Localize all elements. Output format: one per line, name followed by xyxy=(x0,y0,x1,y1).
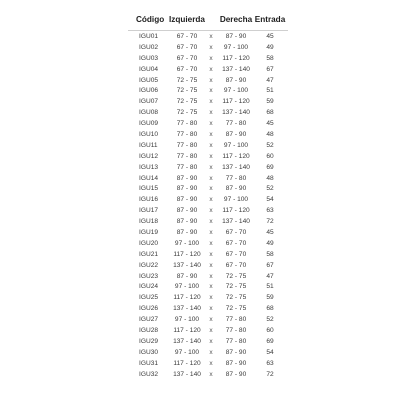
cell-entry: 69 xyxy=(266,337,274,345)
table-row xyxy=(0,206,416,217)
cell-right: 67 - 70 xyxy=(225,239,247,247)
cell-separator: x xyxy=(209,316,213,324)
table-row xyxy=(0,261,416,272)
table-row xyxy=(0,228,416,239)
cell-separator: x xyxy=(209,65,213,73)
cell-left: 87 - 90 xyxy=(176,207,198,215)
table-row xyxy=(0,54,416,65)
table-row xyxy=(0,108,416,119)
cell-code: IGU12 xyxy=(139,152,159,160)
cell-code: IGU03 xyxy=(139,54,159,62)
cell-entry: 72 xyxy=(266,370,274,378)
cell-right: 117 - 120 xyxy=(222,207,250,215)
cell-separator: x xyxy=(209,152,213,160)
cell-left: 117 - 120 xyxy=(173,294,201,302)
cell-code: IGU13 xyxy=(139,163,159,171)
cell-entry: 63 xyxy=(266,359,274,367)
cell-entry: 54 xyxy=(266,348,274,356)
cell-separator: x xyxy=(209,283,213,291)
table-row xyxy=(0,250,416,261)
cell-left: 137 - 140 xyxy=(173,370,201,378)
table-row xyxy=(0,130,416,141)
cell-code: IGU26 xyxy=(139,305,159,313)
cell-left: 137 - 140 xyxy=(173,261,201,269)
cell-left: 87 - 90 xyxy=(176,196,198,204)
cell-code: IGU23 xyxy=(139,272,159,280)
cell-entry: 59 xyxy=(266,98,274,106)
cell-separator: x xyxy=(209,337,213,345)
table-row xyxy=(0,97,416,108)
cell-code: IGU08 xyxy=(139,109,159,117)
cell-right: 87 - 90 xyxy=(225,33,247,40)
table-row xyxy=(0,163,416,174)
cell-separator: x xyxy=(209,185,213,193)
header-right: Derecha xyxy=(219,15,253,24)
cell-right: 97 - 100 xyxy=(223,87,249,95)
table-row xyxy=(0,119,416,130)
cell-code: IGU14 xyxy=(139,174,159,182)
cell-separator: x xyxy=(209,87,213,95)
table-row xyxy=(0,359,416,370)
cell-code: IGU32 xyxy=(139,370,159,378)
cell-code: IGU07 xyxy=(139,98,159,106)
table-body xyxy=(0,32,416,381)
cell-entry: 68 xyxy=(266,305,274,313)
cell-left: 67 - 70 xyxy=(176,33,198,40)
cell-left: 72 - 75 xyxy=(176,76,198,84)
cell-code: IGU19 xyxy=(139,229,159,237)
header-left: Izquierda xyxy=(169,15,205,24)
cell-separator: x xyxy=(209,250,213,258)
table-row xyxy=(0,304,416,315)
cell-right: 87 - 90 xyxy=(225,185,247,193)
cell-separator: x xyxy=(209,120,213,128)
cell-code: IGU24 xyxy=(139,283,159,291)
cell-right: 97 - 100 xyxy=(223,141,249,149)
table-row xyxy=(0,76,416,87)
cell-separator: x xyxy=(209,218,213,226)
cell-left: 97 - 100 xyxy=(174,239,200,247)
cell-right: 97 - 100 xyxy=(223,43,249,51)
cell-left: 72 - 75 xyxy=(176,109,198,117)
cell-separator: x xyxy=(209,54,213,62)
cell-left: 97 - 100 xyxy=(174,348,200,356)
cell-separator: x xyxy=(209,207,213,215)
cell-right: 72 - 75 xyxy=(225,305,247,313)
cell-entry: 63 xyxy=(266,207,274,215)
table-row xyxy=(0,348,416,359)
cell-entry: 48 xyxy=(266,174,274,182)
cell-separator: x xyxy=(209,43,213,51)
cell-separator: x xyxy=(209,109,213,117)
cell-code: IGU25 xyxy=(139,294,159,302)
cell-separator: x xyxy=(209,163,213,171)
cell-right: 87 - 90 xyxy=(225,370,247,378)
header-entry: Entrada xyxy=(254,15,286,24)
cell-separator: x xyxy=(209,370,213,378)
cell-right: 87 - 90 xyxy=(225,359,247,367)
cell-right: 137 - 140 xyxy=(222,109,250,117)
table-row xyxy=(0,282,416,293)
cell-entry: 47 xyxy=(266,76,274,84)
cell-code: IGU05 xyxy=(139,76,159,84)
cell-right: 67 - 70 xyxy=(225,229,247,237)
table-row xyxy=(0,184,416,195)
cell-entry: 52 xyxy=(266,185,274,193)
cell-left: 117 - 120 xyxy=(173,359,201,367)
cell-entry: 72 xyxy=(266,218,274,226)
table-row xyxy=(0,239,416,250)
cell-left: 77 - 80 xyxy=(176,141,198,149)
header-code: Código xyxy=(136,15,165,24)
cell-entry: 59 xyxy=(266,294,274,302)
cell-left: 72 - 75 xyxy=(176,87,198,95)
table-row xyxy=(0,272,416,283)
cell-entry: 60 xyxy=(266,327,274,335)
cell-code: IGU04 xyxy=(139,65,159,73)
cell-entry: 48 xyxy=(266,131,274,139)
cell-right: 137 - 140 xyxy=(222,65,250,73)
cell-entry: 45 xyxy=(266,33,274,40)
cell-entry: 67 xyxy=(266,261,274,269)
cell-right: 97 - 100 xyxy=(223,196,249,204)
cell-code: IGU21 xyxy=(139,250,159,258)
table-row xyxy=(0,293,416,304)
cell-code: IGU10 xyxy=(139,131,159,139)
cell-right: 117 - 120 xyxy=(222,152,250,160)
cell-right: 67 - 70 xyxy=(225,261,247,269)
cell-separator: x xyxy=(209,239,213,247)
cell-left: 87 - 90 xyxy=(176,174,198,182)
cell-left: 77 - 80 xyxy=(176,131,198,139)
table-row xyxy=(0,217,416,228)
cell-left: 77 - 80 xyxy=(176,152,198,160)
cell-right: 137 - 140 xyxy=(222,163,250,171)
cell-right: 77 - 80 xyxy=(225,316,247,324)
cell-code: IGU31 xyxy=(139,359,159,367)
cell-code: IGU01 xyxy=(139,33,159,40)
cell-separator: x xyxy=(209,272,213,280)
cell-code: IGU30 xyxy=(139,348,159,356)
cell-code: IGU15 xyxy=(139,185,159,193)
cell-entry: 68 xyxy=(266,109,274,117)
cell-left: 97 - 100 xyxy=(174,316,200,324)
cell-separator: x xyxy=(209,348,213,356)
table-header xyxy=(0,15,416,31)
cell-left: 87 - 90 xyxy=(176,229,198,237)
cell-entry: 47 xyxy=(266,272,274,280)
cell-right: 87 - 90 xyxy=(225,76,247,84)
cell-entry: 69 xyxy=(266,163,274,171)
cell-entry: 51 xyxy=(266,283,274,291)
cell-code: IGU16 xyxy=(139,196,159,204)
table-row xyxy=(0,326,416,337)
cell-entry: 51 xyxy=(266,87,274,95)
cell-separator: x xyxy=(209,131,213,139)
cell-left: 87 - 90 xyxy=(176,218,198,226)
cell-separator: x xyxy=(209,261,213,269)
cell-separator: x xyxy=(209,196,213,204)
cell-right: 77 - 80 xyxy=(225,174,247,182)
cell-left: 117 - 120 xyxy=(173,327,201,335)
cell-right: 87 - 90 xyxy=(225,348,247,356)
cell-separator: x xyxy=(209,294,213,302)
cell-entry: 60 xyxy=(266,152,274,160)
cell-code: IGU02 xyxy=(139,43,159,51)
cell-right: 67 - 70 xyxy=(225,250,247,258)
cell-code: IGU28 xyxy=(139,327,159,335)
cell-left: 117 - 120 xyxy=(173,250,201,258)
header-divider xyxy=(128,30,288,31)
cell-code: IGU29 xyxy=(139,337,159,345)
cell-right: 72 - 75 xyxy=(225,294,247,302)
cell-entry: 67 xyxy=(266,65,274,73)
cell-separator: x xyxy=(209,33,213,40)
cell-entry: 58 xyxy=(266,54,274,62)
cell-code: IGU18 xyxy=(139,218,159,226)
cell-separator: x xyxy=(209,229,213,237)
table-row xyxy=(0,195,416,206)
cell-entry: 49 xyxy=(266,43,274,51)
cell-separator: x xyxy=(209,305,213,313)
table-row xyxy=(0,152,416,163)
cell-left: 67 - 70 xyxy=(176,43,198,51)
cell-right: 117 - 120 xyxy=(222,54,250,62)
cell-code: IGU22 xyxy=(139,261,159,269)
cell-entry: 45 xyxy=(266,229,274,237)
cell-separator: x xyxy=(209,359,213,367)
cell-left: 137 - 140 xyxy=(173,337,201,345)
cell-entry: 45 xyxy=(266,120,274,128)
table-row xyxy=(0,141,416,152)
cell-code: IGU09 xyxy=(139,120,159,128)
cell-code: IGU11 xyxy=(139,141,158,149)
cell-right: 117 - 120 xyxy=(222,98,250,106)
cell-left: 137 - 140 xyxy=(173,305,201,313)
cell-left: 87 - 90 xyxy=(176,272,198,280)
cell-separator: x xyxy=(209,76,213,84)
cell-left: 77 - 80 xyxy=(176,120,198,128)
cell-entry: 49 xyxy=(266,239,274,247)
table-row xyxy=(0,65,416,76)
cell-entry: 52 xyxy=(266,316,274,324)
table-row xyxy=(0,86,416,97)
cell-separator: x xyxy=(209,327,213,335)
table-row xyxy=(0,32,416,43)
table-row xyxy=(0,370,416,381)
cell-separator: x xyxy=(209,98,213,106)
cell-code: IGU20 xyxy=(139,239,159,247)
table-row xyxy=(0,174,416,185)
cell-right: 137 - 140 xyxy=(222,218,250,226)
cell-code: IGU06 xyxy=(139,87,159,95)
cell-entry: 58 xyxy=(266,250,274,258)
cell-code: IGU17 xyxy=(139,207,159,215)
cell-right: 77 - 80 xyxy=(225,327,247,335)
cell-code: IGU27 xyxy=(139,316,159,324)
cell-separator: x xyxy=(209,174,213,182)
cell-left: 67 - 70 xyxy=(176,54,198,62)
table-row xyxy=(0,315,416,326)
table-row xyxy=(0,337,416,348)
cell-right: 72 - 75 xyxy=(225,283,247,291)
cell-right: 77 - 80 xyxy=(225,337,247,345)
cell-right: 77 - 80 xyxy=(225,120,247,128)
cell-left: 67 - 70 xyxy=(176,65,198,73)
cell-left: 77 - 80 xyxy=(176,163,198,171)
cell-right: 87 - 90 xyxy=(225,131,247,139)
cell-left: 97 - 100 xyxy=(174,283,200,291)
cell-entry: 54 xyxy=(266,196,274,204)
cell-separator: x xyxy=(209,141,213,149)
cell-right: 72 - 75 xyxy=(225,272,247,280)
cell-entry: 52 xyxy=(266,141,274,149)
cell-left: 72 - 75 xyxy=(176,98,198,106)
table-row xyxy=(0,43,416,54)
cell-left: 87 - 90 xyxy=(176,185,198,193)
